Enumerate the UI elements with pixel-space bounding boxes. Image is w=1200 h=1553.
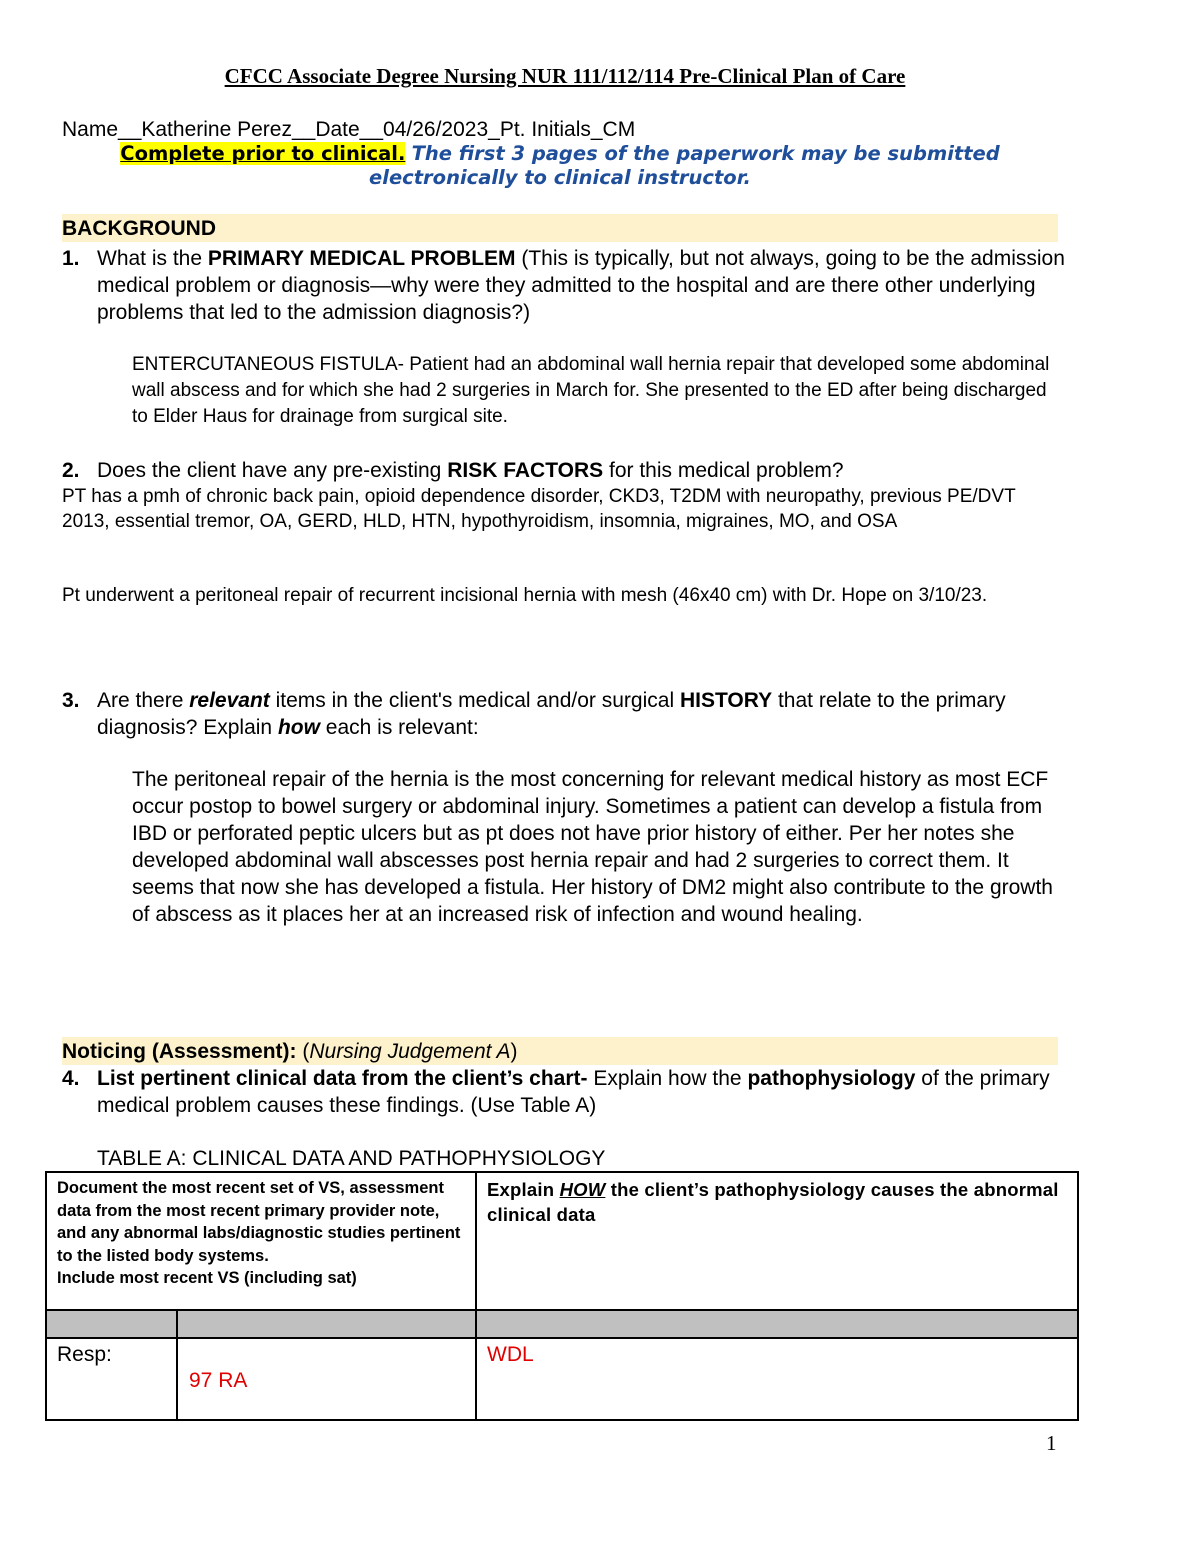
page-number: 1 xyxy=(1046,1431,1057,1455)
submit-note-cont: electronically to clinical instructor. xyxy=(369,166,751,189)
question-number: 1. xyxy=(62,247,80,270)
data-cell[interactable]: 97 RA xyxy=(177,1338,476,1420)
system-cell[interactable]: Resp: xyxy=(46,1338,177,1420)
table-header-row xyxy=(46,1172,1078,1310)
history-label: HISTORY xyxy=(679,689,773,712)
table-row xyxy=(46,1338,1078,1420)
instructions xyxy=(0,142,1120,190)
explanation-cell[interactable]: WDL xyxy=(476,1338,1078,1420)
answer-2-surgery: Pt underwent a peritoneal repair of recurrent incisional hernia with mesh (46x40 cm) with Dr. Hope on 3/10/23. xyxy=(62,585,988,606)
question-4: 4. List pertinent clinical data from the client’s chart- Explain how the pathophysiology of the primary medical problem causes these findings. (Use Table A) xyxy=(62,1067,1050,1117)
submit-note: The first 3 pages of the paperwork may be submitted xyxy=(411,142,1000,165)
header-left-cell: Document the most recent set of VS, assessment data from the most recent primary provider note, and any abnormal labs/diagnostic studies pertinent to the listed body systems. Include most recent VS (including sat) xyxy=(46,1172,476,1310)
risk-factors-label: RISK FACTORS xyxy=(447,459,604,482)
complete-prior-highlight: Complete prior to clinical. xyxy=(120,142,406,165)
answer-1: ENTERCUTANEOUS FISTULA- Patient had an abdominal wall hernia repair that developed some abdominal wall abscess and for which she had 2 surgeries in March for. She presented to the ED after being discharged to Elder Haus for drainage from surgical site. xyxy=(132,354,1050,427)
background-heading: BACKGROUND xyxy=(62,214,1058,242)
question-1: 1. What is the PRIMARY MEDICAL PROBLEM (This is typically, but not always, going to be the admission medical problem or diagnosis—why were they admitted to the hospital and are there other underlying problems that led to the admission diagnosis?) xyxy=(62,247,1065,324)
table-gray-separator-row xyxy=(46,1310,1078,1338)
document-title: CFCC Associate Degree Nursing NUR 111/112/114 Pre-Clinical Plan of Care xyxy=(224,64,906,88)
noticing-heading: Noticing (Assessment): (Nursing Judgement A) xyxy=(62,1037,1058,1065)
question-number: 3. xyxy=(62,689,80,712)
question-2: 2. Does the client have any pre-existing RISK FACTORS for this medical problem? xyxy=(62,459,844,482)
header-right-cell: Explain HOW the client’s pathophysiology causes the abnormal clinical data xyxy=(476,1172,1078,1310)
question-number: 4. xyxy=(62,1067,80,1090)
question-number: 2. xyxy=(62,459,80,482)
answer-3: The peritoneal repair of the hernia is the most concerning for relevant medical history as most ECF occur postop to bowel surgery or abdominal injury. Sometimes a patient can develop a fistula from IBD or perforated peptic ulcers but as pt does not have prior history of either. Per her notes she developed abdominal wall abscesses post hernia repair and had 2 surgeries to correct them. It seems that now she has developed a fistula. Her history of DM2 might also contribute to the growth of abscess as it places her at an increased risk of infection and wound healing. xyxy=(132,768,1053,926)
clinical-data-table xyxy=(45,1171,1079,1421)
primary-medical-problem-label: PRIMARY MEDICAL PROBLEM xyxy=(207,247,516,270)
name-date-initials-line: Name__Katherine Perez__Date__04/26/2023_Pt. Initials_CM xyxy=(62,118,636,141)
table-a-caption: TABLE A: CLINICAL DATA AND PATHOPHYSIOLOGY xyxy=(97,1147,606,1170)
question-3: 3. Are there relevant items in the client's medical and/or surgical HISTORY that relate to the primary diagnosis? Explain how each is relevant: xyxy=(62,689,1006,739)
diagnosis: ENTERCUTANEOUS FISTULA- xyxy=(132,354,405,375)
answer-2-pmh: PT has a pmh of chronic back pain, opioid dependence disorder, CKD3, T2DM with neuropathy, previous PE/DVT 2013, essential tremor, OA, GERD, HLD, HTN, hypothyroidism, insomnia, migraines, MO, and OSA xyxy=(62,486,1016,532)
